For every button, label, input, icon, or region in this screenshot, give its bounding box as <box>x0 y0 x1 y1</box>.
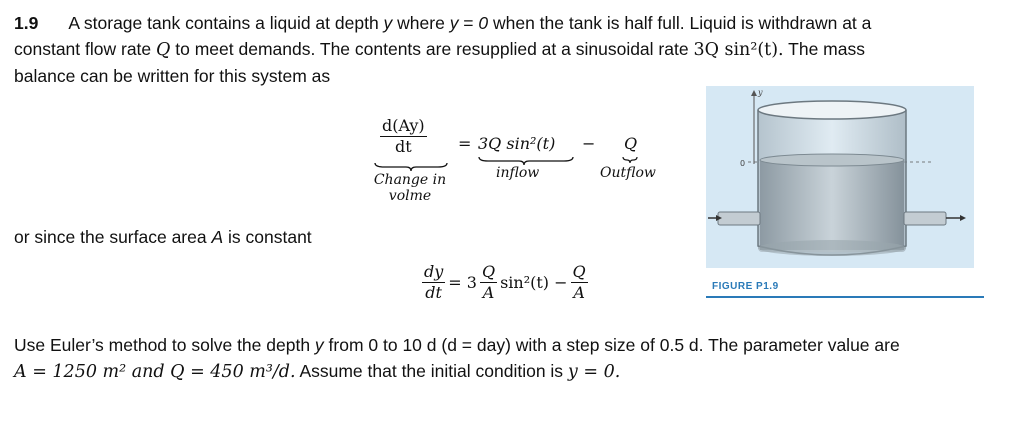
a-denominator: A <box>573 283 585 302</box>
var-y: y <box>314 335 324 355</box>
a-denominator: A <box>482 283 495 302</box>
problem-number: 1.9 <box>14 13 39 33</box>
q-numerator: Q <box>481 262 496 281</box>
euler-text-b: from 0 to 10 d (d = day) with a step size of 0.5 d. The parameter value are <box>323 335 900 355</box>
problem-statement <box>14 10 1014 89</box>
dy-numerator: dy <box>424 262 444 281</box>
initial-condition: y = 0. <box>567 362 621 382</box>
q-over-a-fraction <box>480 262 497 303</box>
intro-text-d: when the tank is half full. Liquid is withdrawn at a <box>488 13 872 33</box>
intro-text-c: = <box>458 13 479 33</box>
inflow-term: 3Q sin²(t) <box>478 134 556 153</box>
figure-caption: FIGURE P1.9 <box>712 281 779 292</box>
zero-value: 0 <box>478 13 489 33</box>
var-y: y <box>383 13 393 33</box>
equals-sign: = <box>458 134 472 153</box>
storage-tank-illustration <box>706 86 974 268</box>
var-Q: Q <box>156 40 171 60</box>
tank-figure <box>706 86 974 268</box>
lhs-denominator: dt <box>395 137 412 156</box>
mass-balance-equation <box>368 116 668 206</box>
var-y: y <box>449 13 459 33</box>
euler-instructions <box>14 332 1014 385</box>
intro-text-a: A storage tank contains a liquid at depth <box>68 13 384 33</box>
caption-divider <box>706 296 984 298</box>
line2-text-c: The mass <box>783 39 865 59</box>
surface-text-a: or since the surface area <box>14 227 212 247</box>
outflow-term: Q <box>624 134 638 153</box>
outflow-brace-icon <box>622 156 638 164</box>
intro-text-b: where <box>392 13 450 33</box>
sin-term: sin²(t) − <box>500 273 568 292</box>
lhs-fraction <box>380 116 427 157</box>
lhs-numerator: d(Ay) <box>382 116 425 135</box>
parameter-values: A = 1250 m² and Q = 450 m³/d. <box>14 362 296 382</box>
dy-dt-fraction <box>422 262 445 303</box>
q-over-a-fraction-2 <box>571 262 588 303</box>
outflow-label: Outflow <box>600 165 656 181</box>
outlet-pipe <box>904 212 946 225</box>
change-in-volume-label: Change in volme <box>373 172 447 204</box>
euler-text-a: Use Euler’s method to solve the depth <box>14 335 315 355</box>
depth-equation <box>422 262 588 303</box>
inflow-label: inflow <box>496 165 540 181</box>
change-brace-icon <box>374 162 448 172</box>
var-A: A <box>211 227 224 247</box>
line2-text-a: constant flow rate <box>14 39 157 59</box>
axis-zero-label: 0 <box>740 159 746 168</box>
line2-text-b: to meet demands. The contents are resupplied at a sinusoidal rate <box>170 39 694 59</box>
axis-y-label: y <box>758 88 763 97</box>
minus-sign: − <box>582 134 596 153</box>
initial-text: Assume that the initial condition is <box>295 361 568 381</box>
inlet-pipe <box>718 212 760 225</box>
line3-text: balance can be written for this system as <box>14 66 331 86</box>
equals-three: = 3 <box>448 273 477 292</box>
dt-denominator: dt <box>425 283 442 302</box>
resupply-rate: 3Q sin²(t). <box>693 40 784 60</box>
surface-text-b: is constant <box>223 227 312 247</box>
q-numerator: Q <box>572 262 586 281</box>
